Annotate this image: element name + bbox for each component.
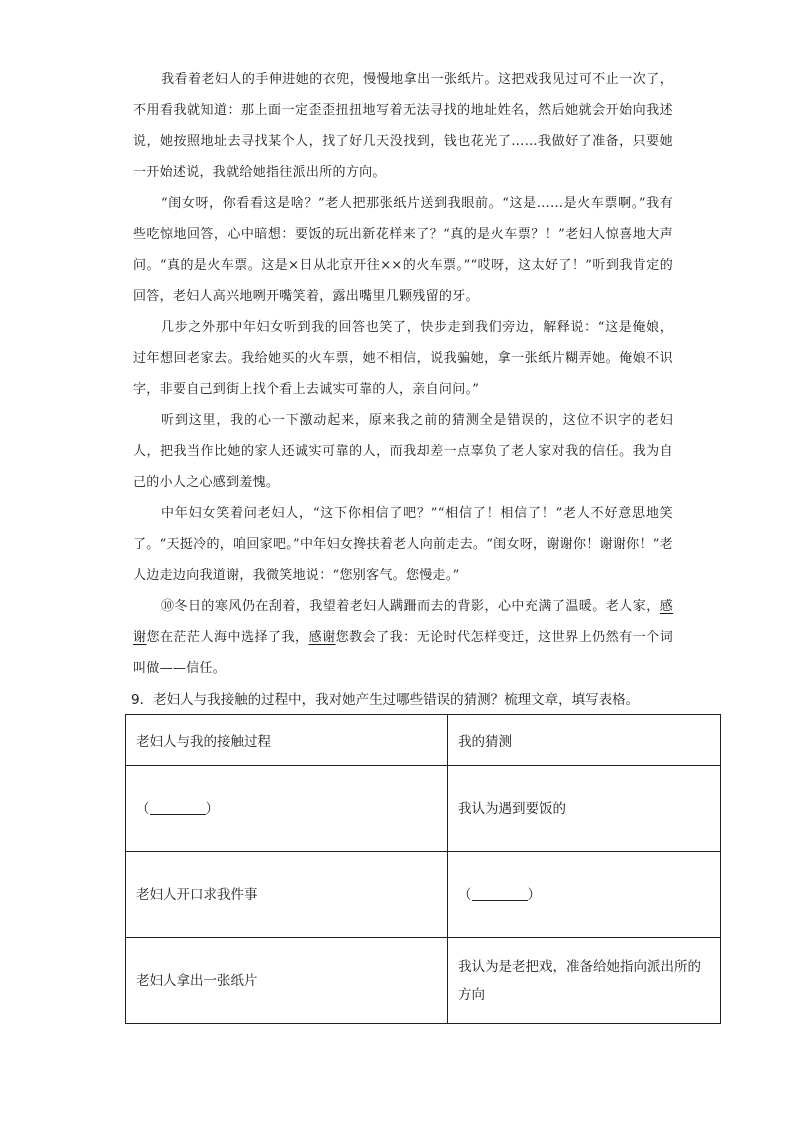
paragraph-5: 中年妇女笑着问老妇人，“这下你相信了吧？”“相信了！相信了！”老人不好意思地笑了。“天挺冷的，咱回家吧。”中年妇女搀扶着老人向前走去。“闺女呀，谢谢你！谢谢你！”老人边走边向我道谢，我微笑地说：“您别客气。您慢走。” xyxy=(133,506,673,583)
table-header-row xyxy=(126,715,721,766)
paragraph-10-part-c: 您教会了我：无论时代怎样变迁，这世界上仍然有一个词叫做——信任。 xyxy=(133,630,673,676)
answer-cell-1 xyxy=(126,766,448,852)
paragraph-2: “闺女呀，你看看这是啥？”老人把那张纸片送到我眼前。“这是……是火车票啊。”我有些吃惊地回答，心中暗想：要饭的玩出新花样来了？“真的是火车票？！”老妇人惊喜地大声问。“真的是火车票。这是×日从北京开往××的火车票。”“哎呀，这太好了！”听到我肯定的回答，老妇人高兴地咧开嘴笑着，露出嘴里几颗残留的牙。 xyxy=(133,196,673,304)
header-my-guess: 我的猜测 xyxy=(448,715,721,766)
underlined-word-1: 感谢 xyxy=(133,599,673,645)
table-row xyxy=(126,852,721,938)
paragraph-4: 听到这里，我的心一下激动起来，原来我之前的猜测全是错误的，这位不识字的老妇人，把我当作比她的家人还诚实可靠的人，而我却差一点辜负了老人家对我的信任。我为自己的小人之心感到羞愧。 xyxy=(133,413,673,490)
table-row xyxy=(126,938,721,1024)
guess-cell-1: 我认为遇到要饭的 xyxy=(448,766,721,852)
paren-close: ） xyxy=(527,886,541,903)
paragraph-10-part-b: 您在茫茫人海中选择了我， xyxy=(146,630,309,645)
reading-passage xyxy=(133,64,673,684)
paren-open: （ xyxy=(136,800,150,817)
paragraph-1: 我看着老妇人的手伸进她的衣兜，慢慢地拿出一张纸片。这把戏我见过可不止一次了，不用看我就知道：那上面一定歪歪扭扭地写着无法寻找的地址姓名，然后她就会开始向我述说，她按照地址去寻找某个人，找了好几天没找到，钱也花光了……我做好了准备，只要她一开始述说，我就给她指往派出所的方向。 xyxy=(133,72,673,180)
table-row xyxy=(126,766,721,852)
paragraph-10 xyxy=(133,591,673,684)
process-cell-3: 老妇人拿出一张纸片 xyxy=(126,938,448,1024)
guess-cell-3: 我认为是老把戏，准备给她指向派出所的方向 xyxy=(448,938,721,1024)
paren-close: ） xyxy=(205,800,219,817)
header-contact-process: 老妇人与我的接触过程 xyxy=(126,715,448,766)
question-9: 9．老妇人与我接触的过程中，我对她产生过哪些错误的猜测？梳理文章，填写表格。 xyxy=(131,692,640,708)
fill-blank-2[interactable] xyxy=(472,886,528,901)
paragraph-3: 几步之外那中年妇女听到我的回答也笑了，快步走到我们旁边，解释说：“这是俺娘，过年想回老家去。我给她买的火车票，她不相信，说我骗她，拿一张纸片糊弄她。俺娘不识字，非要自己到街上找个看上去诚实可靠的人，亲自问问。” xyxy=(133,320,673,397)
fill-blank-1[interactable] xyxy=(150,800,206,815)
answer-table xyxy=(125,714,721,1024)
answer-cell-2 xyxy=(448,852,721,938)
paragraph-10-part-a: ⑩冬日的寒风仍在刮着，我望着老妇人蹒跚而去的背影，心中充满了温暖。老人家， xyxy=(161,599,660,614)
process-cell-2: 老妇人开口求我件事 xyxy=(126,852,448,938)
paren-open: （ xyxy=(458,886,472,903)
underlined-word-2: 感谢 xyxy=(308,630,336,645)
